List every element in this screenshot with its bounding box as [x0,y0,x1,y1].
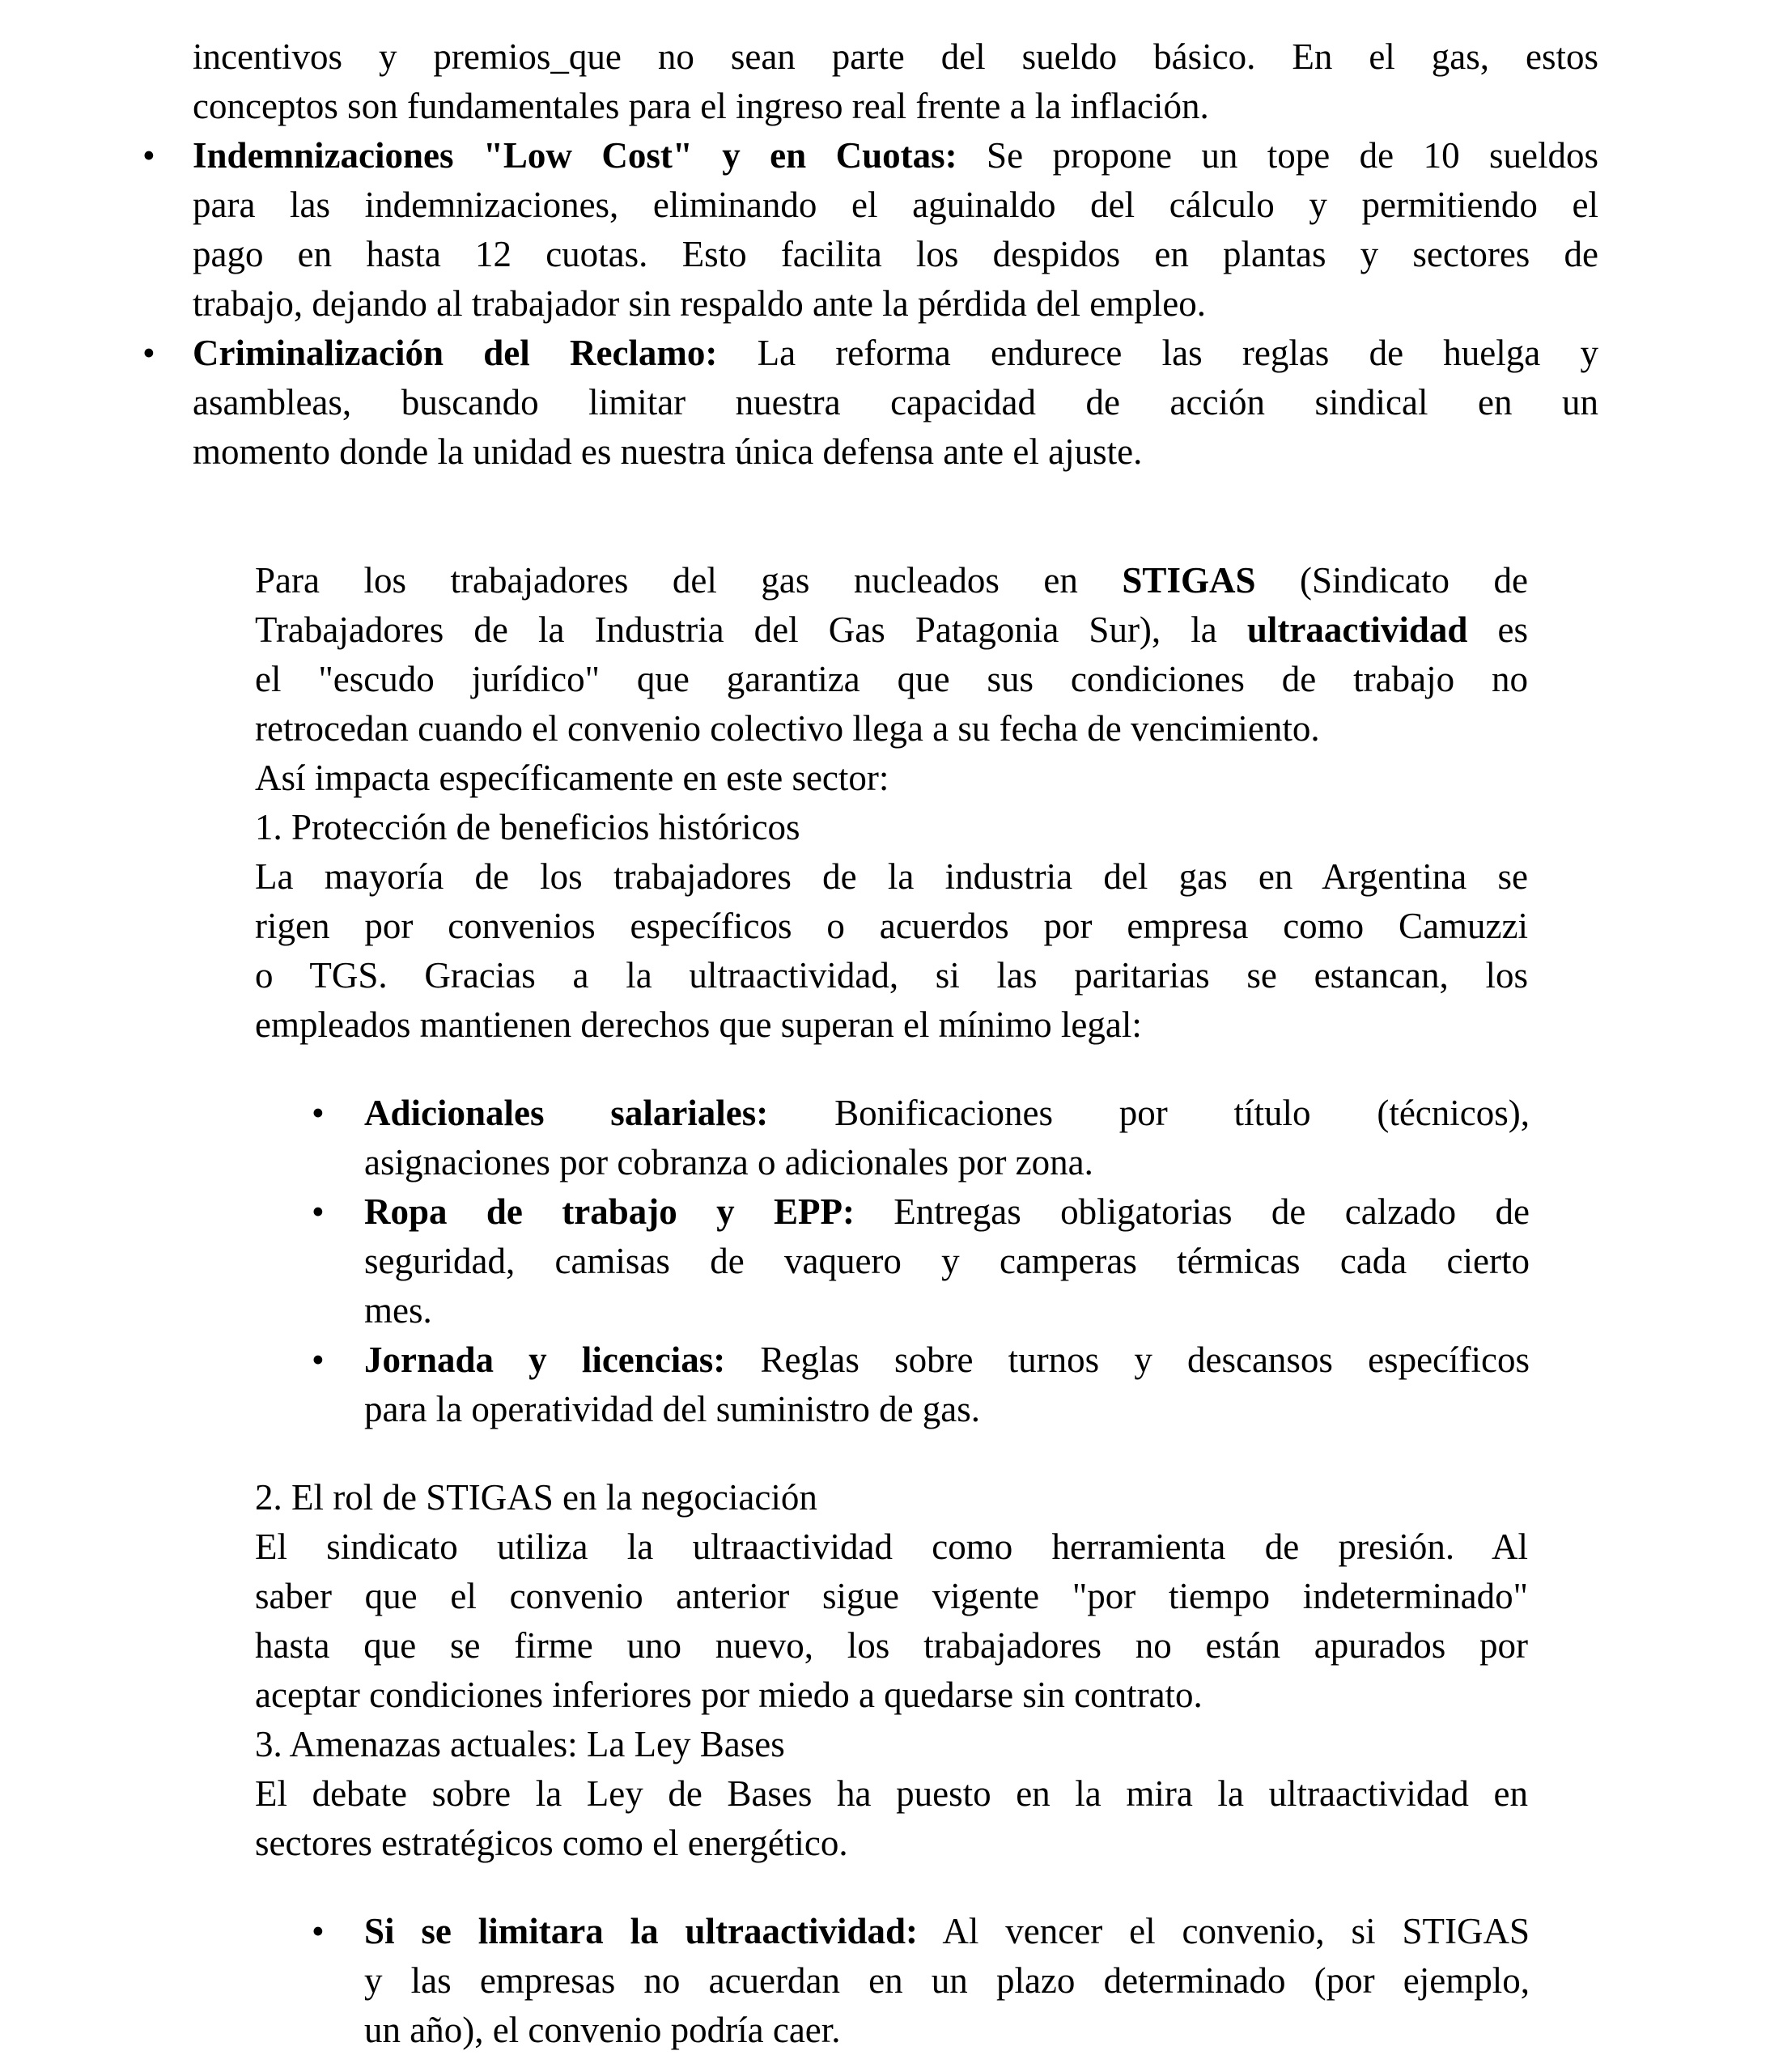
bullet-jornada-licencias [0,1335,1787,1434]
body-text: Trabajadores de la Industria del Gas Patagonia Sur), la [255,609,1247,650]
text-line [255,1000,1528,1050]
bullet-icon: • [312,1340,325,1380]
bullet-adicionales-salariales [0,1089,1787,1187]
text-line [364,2006,1530,2055]
body-text: sectores estratégicos como el energético. [255,1823,848,1863]
body-text: (Sindicato de [1255,560,1528,601]
body-text: 3. Amenazas actuales: La Ley Bases [255,1724,785,1764]
bullet-criminalizacion [0,329,1787,477]
text-line [364,1138,1530,1187]
paragraph-continuation-incentivos [0,32,1787,131]
text-line [193,279,1598,329]
body-text: Se propone un tope de 10 sueldos [957,135,1598,176]
body-text: 2. El rol de STIGAS en la negociación [255,1477,817,1518]
text-line [312,1907,1530,1956]
body-text: saber que el convenio anterior sigue vigente "por tiempo indeterminado" [255,1576,1528,1616]
body-text: o TGS. Gracias a la ultraactividad, si las paritarias se estancan, los [255,955,1528,996]
text-line [142,329,1598,378]
text-line [255,803,1528,852]
bold-text: Criminalización del Reclamo: [193,333,718,373]
text-line [255,902,1528,951]
body-text: Bonificaciones por título (técnicos), [768,1093,1530,1133]
text-line [255,1720,1528,1769]
text-line [193,378,1598,427]
text-line [142,131,1598,180]
text-line [364,1286,1530,1335]
bold-text: Jornada y licencias: [364,1340,726,1380]
body-text: un año), el convenio podría caer. [364,2010,841,2050]
bold-text: ultraactividad [1246,609,1468,650]
text-line [255,704,1528,754]
body-text: rigen por convenios específicos o acuerdos por empresa como Camuzzi [255,906,1528,946]
text-line [255,951,1528,1000]
paragraph-debate-ley-bases [0,1769,1787,1868]
text-line [255,1572,1528,1621]
body-text: 1. Protección de beneficios históricos [255,807,800,847]
text-line [255,556,1528,605]
body-text: momento donde la unidad es nuestra única defensa ante el ajuste. [193,431,1143,472]
text-line [193,180,1598,230]
body-text: el "escudo jurídico" que garantiza que sus condiciones de trabajo no [255,659,1528,699]
bold-text: STIGAS [1122,560,1256,601]
bold-text: Adicionales salariales: [364,1093,769,1133]
body-text: pago en hasta 12 cuotas. Esto facilita los despidos en plantas y sectores de [193,234,1598,274]
text-line [193,427,1598,477]
body-text: incentivos y premios_que no sean parte del sueldo básico. En el gas, estos [193,36,1598,77]
text-line [193,82,1598,131]
text-line [255,852,1528,902]
paragraph-mayoria-trabajadores [0,852,1787,1050]
paragraph-sindicato-utiliza [0,1522,1787,1720]
body-text: seguridad, camisas de vaquero y camperas térmicas cada cierto [364,1241,1530,1281]
heading-seccion-1 [0,803,1787,852]
body-text: El sindicato utiliza la ultraactividad como herramienta de presión. Al [255,1526,1528,1567]
text-line [255,1473,1528,1522]
body-text: La reforma endurece las reglas de huelga y [717,333,1598,373]
text-line [255,655,1528,704]
text-line [312,1187,1530,1237]
body-text: empleados mantienen derechos que superan el mínimo legal: [255,1004,1142,1045]
bullet-ropa-de-trabajo [0,1187,1787,1335]
bullet-icon: • [312,1911,325,1951]
body-text: trabajo, dejando al trabajador sin respaldo ante la pérdida del empleo. [193,283,1207,324]
text-line [364,1237,1530,1286]
text-line [364,1385,1530,1434]
text-line [193,230,1598,279]
text-line [255,1522,1528,1572]
text-line [255,1621,1528,1671]
body-text: mes. [364,1290,432,1331]
text-line [193,32,1598,82]
text-line [255,1769,1528,1819]
body-text: conceptos son fundamentales para el ingreso real frente a la inflación. [193,86,1209,126]
bullet-icon: • [312,1191,325,1232]
text-line [312,1335,1530,1385]
heading-seccion-2 [0,1473,1787,1522]
body-text: El debate sobre la Ley de Bases ha puesto en la mira la ultraactividad en [255,1773,1528,1814]
bold-text: Si se limitara la ultraactividad: [364,1911,919,1951]
text-line [255,1671,1528,1720]
text-line [364,1956,1530,2006]
body-text: Así impacta específicamente en este sector: [255,758,889,798]
body-text: Para los trabajadores del gas nucleados en [255,560,1123,601]
text-line [312,1089,1530,1138]
paragraph-stigas-intro [0,556,1787,754]
body-text: es [1467,609,1528,650]
body-text: para las indemnizaciones, eliminando el aguinaldo del cálculo y permitiendo el [193,185,1598,225]
body-text: La mayoría de los trabajadores de la industria del gas en Argentina se [255,856,1528,897]
text-line [255,605,1528,655]
bold-text: Indemnizaciones "Low Cost" y en Cuotas: [193,135,957,176]
body-text: asambleas, buscando limitar nuestra capacidad de acción sindical en un [193,382,1598,422]
body-text: hasta que se firme uno nuevo, los trabajadores no están apurados por [255,1625,1528,1666]
text-line [255,754,1528,803]
text-line [255,1819,1528,1868]
body-text: asignaciones por cobranza o adicionales por zona. [364,1142,1093,1182]
bullet-indemnizaciones [0,131,1787,329]
body-text: aceptar condiciones inferiores por miedo a quedarse sin contrato. [255,1675,1203,1715]
bold-text: Ropa de trabajo y EPP: [364,1191,855,1232]
body-text: retrocedan cuando el convenio colectivo llega a su fecha de vencimiento. [255,708,1320,749]
heading-seccion-3 [0,1720,1787,1769]
body-text: Entregas obligatorias de calzado de [854,1191,1530,1232]
bullet-icon: • [142,333,155,373]
body-text: y las empresas no acuerdan en un plazo determinado (por ejemplo, [364,1960,1530,2001]
bullet-icon: • [142,135,155,176]
body-text: para la operatividad del suministro de gas. [364,1389,981,1429]
bullet-icon: • [312,1093,325,1133]
body-text: Reglas sobre turnos y descansos específicos [725,1340,1530,1380]
bullet-si-se-limitara [0,1907,1787,2055]
paragraph-asi-impacta [0,754,1787,803]
body-text: Al vencer el convenio, si STIGAS [918,1911,1530,1951]
